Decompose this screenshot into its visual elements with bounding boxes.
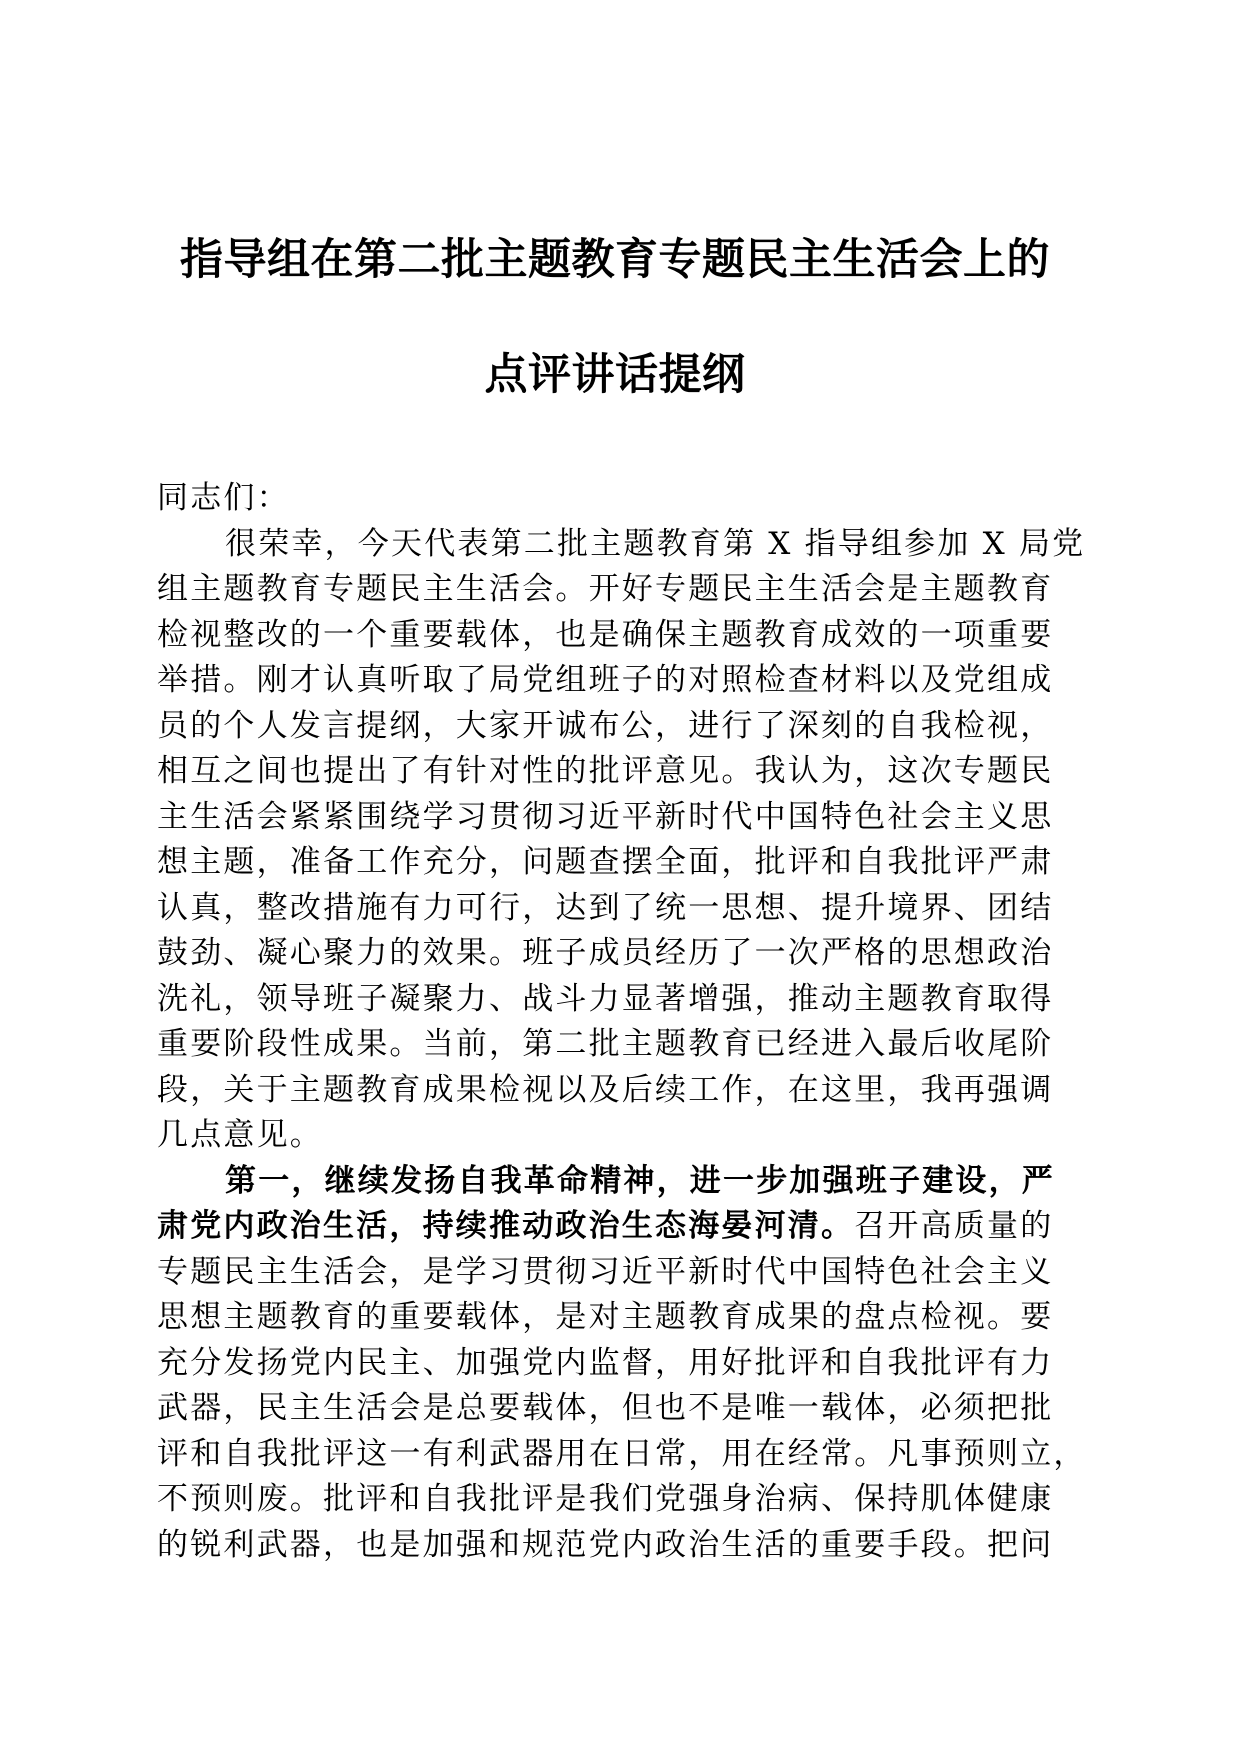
- paragraph-1-line: 段，关于主题教育成果检视以及后续工作，在这里，我再强调: [157, 1071, 1054, 1108]
- paragraph-1-line: 很荣幸，今天代表第二批主题教育第 X 指导组参加 X 局党: [225, 525, 1086, 562]
- paragraph-2-line: 专题民主生活会，是学习贯彻习近平新时代中国特色社会主义: [157, 1253, 1054, 1290]
- salutation: 同志们：: [157, 480, 290, 516]
- paragraph-1-line: 相互之间也提出了有针对性的批评意见。我认为，这次专题民: [157, 753, 1054, 789]
- paragraph-2-line: 不预则废。批评和自我批评是我们党强身治病、保持肌体健康: [157, 1481, 1054, 1517]
- section-heading-1-line-1: 第一，继续发扬自我革命精神，进一步加强班子建设，严: [225, 1162, 1055, 1199]
- paragraph-1-line: 举措。刚才认真听取了局党组班子的对照检查材料以及党组成: [157, 662, 1054, 698]
- paragraph-1-line: 想主题，准备工作充分，问题查摆全面，批评和自我批评严肃: [157, 844, 1054, 880]
- paragraph-1-line: 员的个人发言提纲，大家开诚布公，进行了深刻的自我检视，: [157, 707, 1054, 744]
- paragraph-1-line: 检视整改的一个重要载体，也是确保主题教育成效的一项重要: [157, 616, 1054, 653]
- paragraph-1-line: 组主题教育专题民主生活会。开好专题民主生活会是主题教育: [157, 571, 1054, 607]
- paragraph-1-line: 鼓劲、凝心聚力的效果。班子成员经历了一次严格的思想政治: [157, 935, 1054, 971]
- paragraph-2-line: 充分发扬党内民主、加强党内监督，用好批评和自我批评有力: [157, 1344, 1054, 1381]
- document-body: [157, 476, 1087, 1568]
- paragraph-1-line: 洗礼，领导班子凝聚力、战斗力显著增强，推动主题教育取得: [157, 980, 1054, 1017]
- paragraph-1-line: 重要阶段性成果。当前，第二批主题教育已经进入最后收尾阶: [157, 1026, 1054, 1062]
- paragraph-2-line: 武器，民主生活会是总要载体，但也不是唯一载体，必须把批: [157, 1390, 1054, 1426]
- paragraph-2-line-2: [157, 1204, 1077, 1250]
- paragraph-1-line: 几点意见。: [157, 1117, 323, 1153]
- paragraph-2-line: 评和自我批评这一有利武器用在日常，用在经常。凡事预则立，: [157, 1435, 1087, 1472]
- paragraph-2-text: 召开高质量的: [854, 1208, 1054, 1244]
- paragraph-2-line: 的锐利武器，也是加强和规范党内政治生活的重要手段。把问: [157, 1526, 1054, 1563]
- document-title-line-2: 点评讲话提纲: [484, 350, 746, 400]
- section-heading-1-line-2: 肃党内政治生活，持续推动政治生态海晏河清。: [157, 1208, 855, 1244]
- paragraph-2-line: 思想主题教育的重要载体，是对主题教育成果的盘点检视。要: [157, 1299, 1054, 1335]
- paragraph-1-line: 认真，整改措施有力可行，达到了统一思想、提升境界、团结: [157, 889, 1054, 926]
- paragraph-1-line: 主生活会紧紧围绕学习贯彻习近平新时代中国特色社会主义思: [157, 798, 1054, 835]
- document-title-line-1: 指导组在第二批主题教育专题民主生活会上的: [180, 235, 1050, 285]
